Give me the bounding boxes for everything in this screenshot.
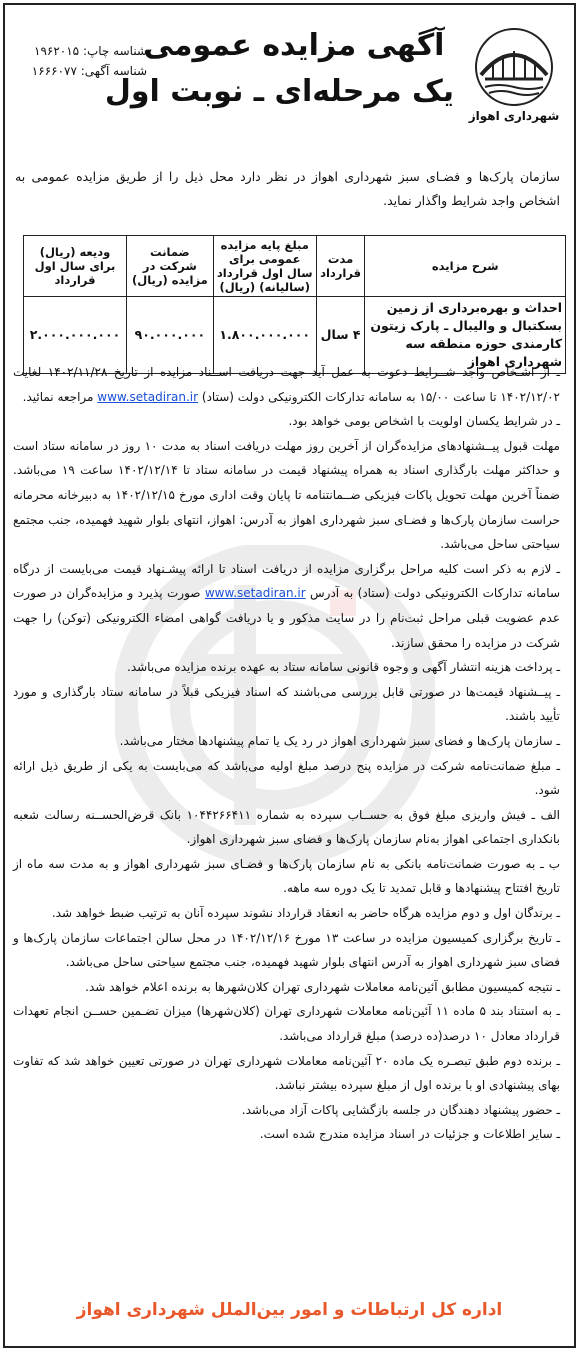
- ad-identifiers: [17, 41, 147, 81]
- condition-paragraph: ـ به استناد بند ۵ ماده ۱۱ آئین‌نامه معاملات شهرداری تهران (کلان‌شهرها) میزان تضـمین حســن انجام تعهدات قرارداد معادل ۱۰ درصد(ده درصد) مبلغ قرارداد می‌باشد.: [13, 1004, 561, 1044]
- condition-paragraph: ـ سایر اطلاعات و جزئیات در اسناد مزایده مندرج شده است.: [259, 1127, 560, 1142]
- cell-deposit: ۲.۰۰۰.۰۰۰.۰۰۰: [24, 297, 127, 374]
- condition-text: ـ از اشـخاص واجد شــرایط دعوت به عمل آید جهت دریافت اســناد مزایده از تاریخ ۱۴۰۲/۱۱/۲۸ لغایت ۱۴۰۲/۱۲/۰۲ تا ساعت ۱۵/۰۰ به سامانه تدارکات الکترونیکی دولت (ستاد): [13, 365, 560, 404]
- condition-paragraph: ـ در شرایط یکسان اولویت با اشخاص بومی خواهد بود.: [288, 414, 560, 429]
- conditions-text: [13, 360, 560, 1147]
- footer-signature: اداره کل ارتباطات و امور بین‌الملل شهرداری اهواز: [76, 1300, 503, 1320]
- condition-paragraph: [13, 360, 560, 409]
- header-desc: شرح مزایده: [365, 236, 566, 297]
- condition-paragraph: مهلت قبول پیــشنهادهای مزایده‌گران از آخرین روز مهلت دریافت اسناد به مدت ۱۰ روز در سامانه ستاد است و حداکثر مهلت بارگذاری اسناد به همراه پیشنهاد قیمت در سامانه ستاد تا ۱۴۰۲/۱۲/۱۴ ساعت ۱۹ می‌باشد. ضمناً آخرین مهلت تحویل پاکات فیزیکی ضــمانتنامه تا پایان وقت اداری مورخ ۱۴۰۲/۱۲/۱۵ به دبیرخانه محرمانه حراست سازمان پارک‌ها و فضـای سبز شهرداری اهواز به آدرس: اهواز، انتهای بلوار شهید فهمیده، جنب مجتمع سیاحتی ساحل می‌باشد.: [13, 438, 560, 552]
- title-line-1: آگهی مزایده عمومی: [143, 28, 445, 63]
- cell-desc: احداث و بهره‌برداری از زمین بسکتبال و والیبال ـ پارک زیتون کارمندی حوزه منطقه سه شهرداری اهواز: [365, 297, 566, 374]
- setadiran-link[interactable]: www.setadiran.ir: [97, 389, 199, 404]
- header-deposit: ودیعه (ریال) برای سال اول قرارداد: [24, 236, 127, 297]
- municipality-logo: [468, 27, 560, 123]
- auction-table: [23, 235, 566, 374]
- ad-id: شناسه آگهی: ۱۶۶۶۰۷۷: [31, 64, 147, 78]
- condition-paragraph: ـ سازمان پارک‌ها و فضای سبز شهرداری اهواز در رد یک یا تمام پیشنهادها مختار می‌باشد.: [119, 733, 560, 748]
- header-duration: مدت قرارداد: [316, 236, 365, 297]
- header: [5, 5, 574, 145]
- condition-paragraph: ـ نتیجه کمیسیون مطابق آئین‌نامه معاملات شهرداری تهران کلان‌شهرها به برنده اعلام خواهد شد.: [85, 979, 560, 994]
- intro-paragraph: سازمان پارک‌ها و فضـای سبز شهرداری اهواز در نظر دارد محل ذیل را از طریق مزایده عمومی به اشخاص واجد شرایط واگذار نماید.: [15, 169, 560, 208]
- condition-paragraph: ـ پرداخت هزینه انتشار آگهی و وجوه قانونی سامانه ستاد به عهده برنده مزایده می‌باشد.: [127, 660, 560, 675]
- page-title: [104, 23, 454, 115]
- setadiran-link[interactable]: www.setadiran.ir: [204, 586, 306, 601]
- cell-base-price: ۱.۸۰۰.۰۰۰.۰۰۰: [213, 297, 316, 374]
- logo-caption: شهرداری اهواز: [468, 109, 560, 123]
- cell-guarantee: ۹۰.۰۰۰.۰۰۰: [127, 297, 214, 374]
- condition-text: ـ لازم به ذکر است کلیه مراحل برگزاری مزایده از دریافت اسناد تا ارائه پیشـنهاد قیمت می‌بایست از درگاه سامانه تدارکات الکترونیکی دولت (ستاد) به آدرس: [13, 561, 560, 601]
- header-base-price: مبلغ پایه مزایده عمومی برای سال اول قرارداد (سالیانه) (ریال): [213, 236, 316, 297]
- title-line-2: یک مرحله‌ای ـ نوبت اول: [104, 74, 454, 109]
- condition-paragraph: ـ حضور پیشنهاد دهندگان در جلسه بازگشایی پاکات آزاد می‌باشد.: [241, 1102, 560, 1117]
- print-id: شناسه چاپ: ۱۹۶۲۰۱۵: [34, 44, 147, 58]
- ahvaz-bridge-logo-icon: [471, 27, 557, 107]
- cell-duration: ۴ سال: [316, 297, 365, 374]
- table-header-row: [24, 236, 566, 297]
- condition-paragraph: ـ برندگان اول و دوم مزایده هرگاه حاضر به انعقاد قرارداد نشوند سپرده آنان به ترتیب ضبط خواهد شد.: [51, 906, 560, 921]
- condition-paragraph: ـ مبلغ ضمانت‌نامه شرکت در مزایده پنج درصد مبلغ اولیه می‌باشد که می‌بایست به یکی از طریق ذیل ارائه شود.: [13, 758, 560, 798]
- header-guarantee: ضمانت شرکت در مزایده (ریال): [127, 236, 214, 297]
- condition-paragraph: ب ـ به صورت ضمانت‌نامه بانکی به نام سازمان پارک‌ها و فضـای سبز شهرداری اهواز و به مدت سه ماه از تاریخ افتتاح پیشنهادها و قابل تمدید تا یک دوره سه ماهه.: [13, 856, 560, 896]
- condition-paragraph: ـ برنده دوم طبق تبصـره یک ماده ۲۰ آئین‌نامه معاملات شهرداری تهران در صورتی تعیین خواهد شد که تفاوت بهای پیشنهادی او با برنده اول از مبلغ سپرده بیشتر نباشد.: [13, 1053, 561, 1093]
- condition-paragraph: ـ تاریخ برگزاری کمیسیون مزایده در ساعت ۱۳ مورخ ۱۴۰۲/۱۲/۱۶ در محل سالن اجتماعات سازمان پارک‌ها و فضای سبز شهرداری اهواز به آدرس انتهای بلوار شهید فهمیده، جنب مجتمع سیاحتی ساحل می‌باشد.: [13, 930, 560, 970]
- announcement-page: [3, 3, 576, 1348]
- condition-text: مراجعه نمائید.: [22, 389, 98, 404]
- condition-text: صورت پذیرد و مزایده‌گران در صورت عدم عضویت قبلی مراحل ثبت‌نام را در سایت مذکور و یا دریافت گواهی امضاء الکترونیکی (توکن) را جهت شرکت در مزایده را محقق سازند.: [13, 586, 560, 650]
- condition-paragraph: الف ـ فیش واریزی مبلغ فوق به حســاب سپرده به شماره ۱۰۴۴۲۶۶۴۱۱ بانک قرض‌الحســنه رسالت شعبه بانکداری اجتماعی اهواز به‌نام سازمان پارک‌ها و فضای سبز شهرداری اهواز.: [13, 807, 560, 847]
- condition-paragraph: ـ پیــشنهاد قیمت‌ها در صورتی قابل بررسی می‌باشند که اسناد فیزیکی قبلاً در سامانه ستاد بارگذاری و مورد تأیید باشند.: [13, 684, 560, 724]
- condition-paragraph: [13, 557, 560, 655]
